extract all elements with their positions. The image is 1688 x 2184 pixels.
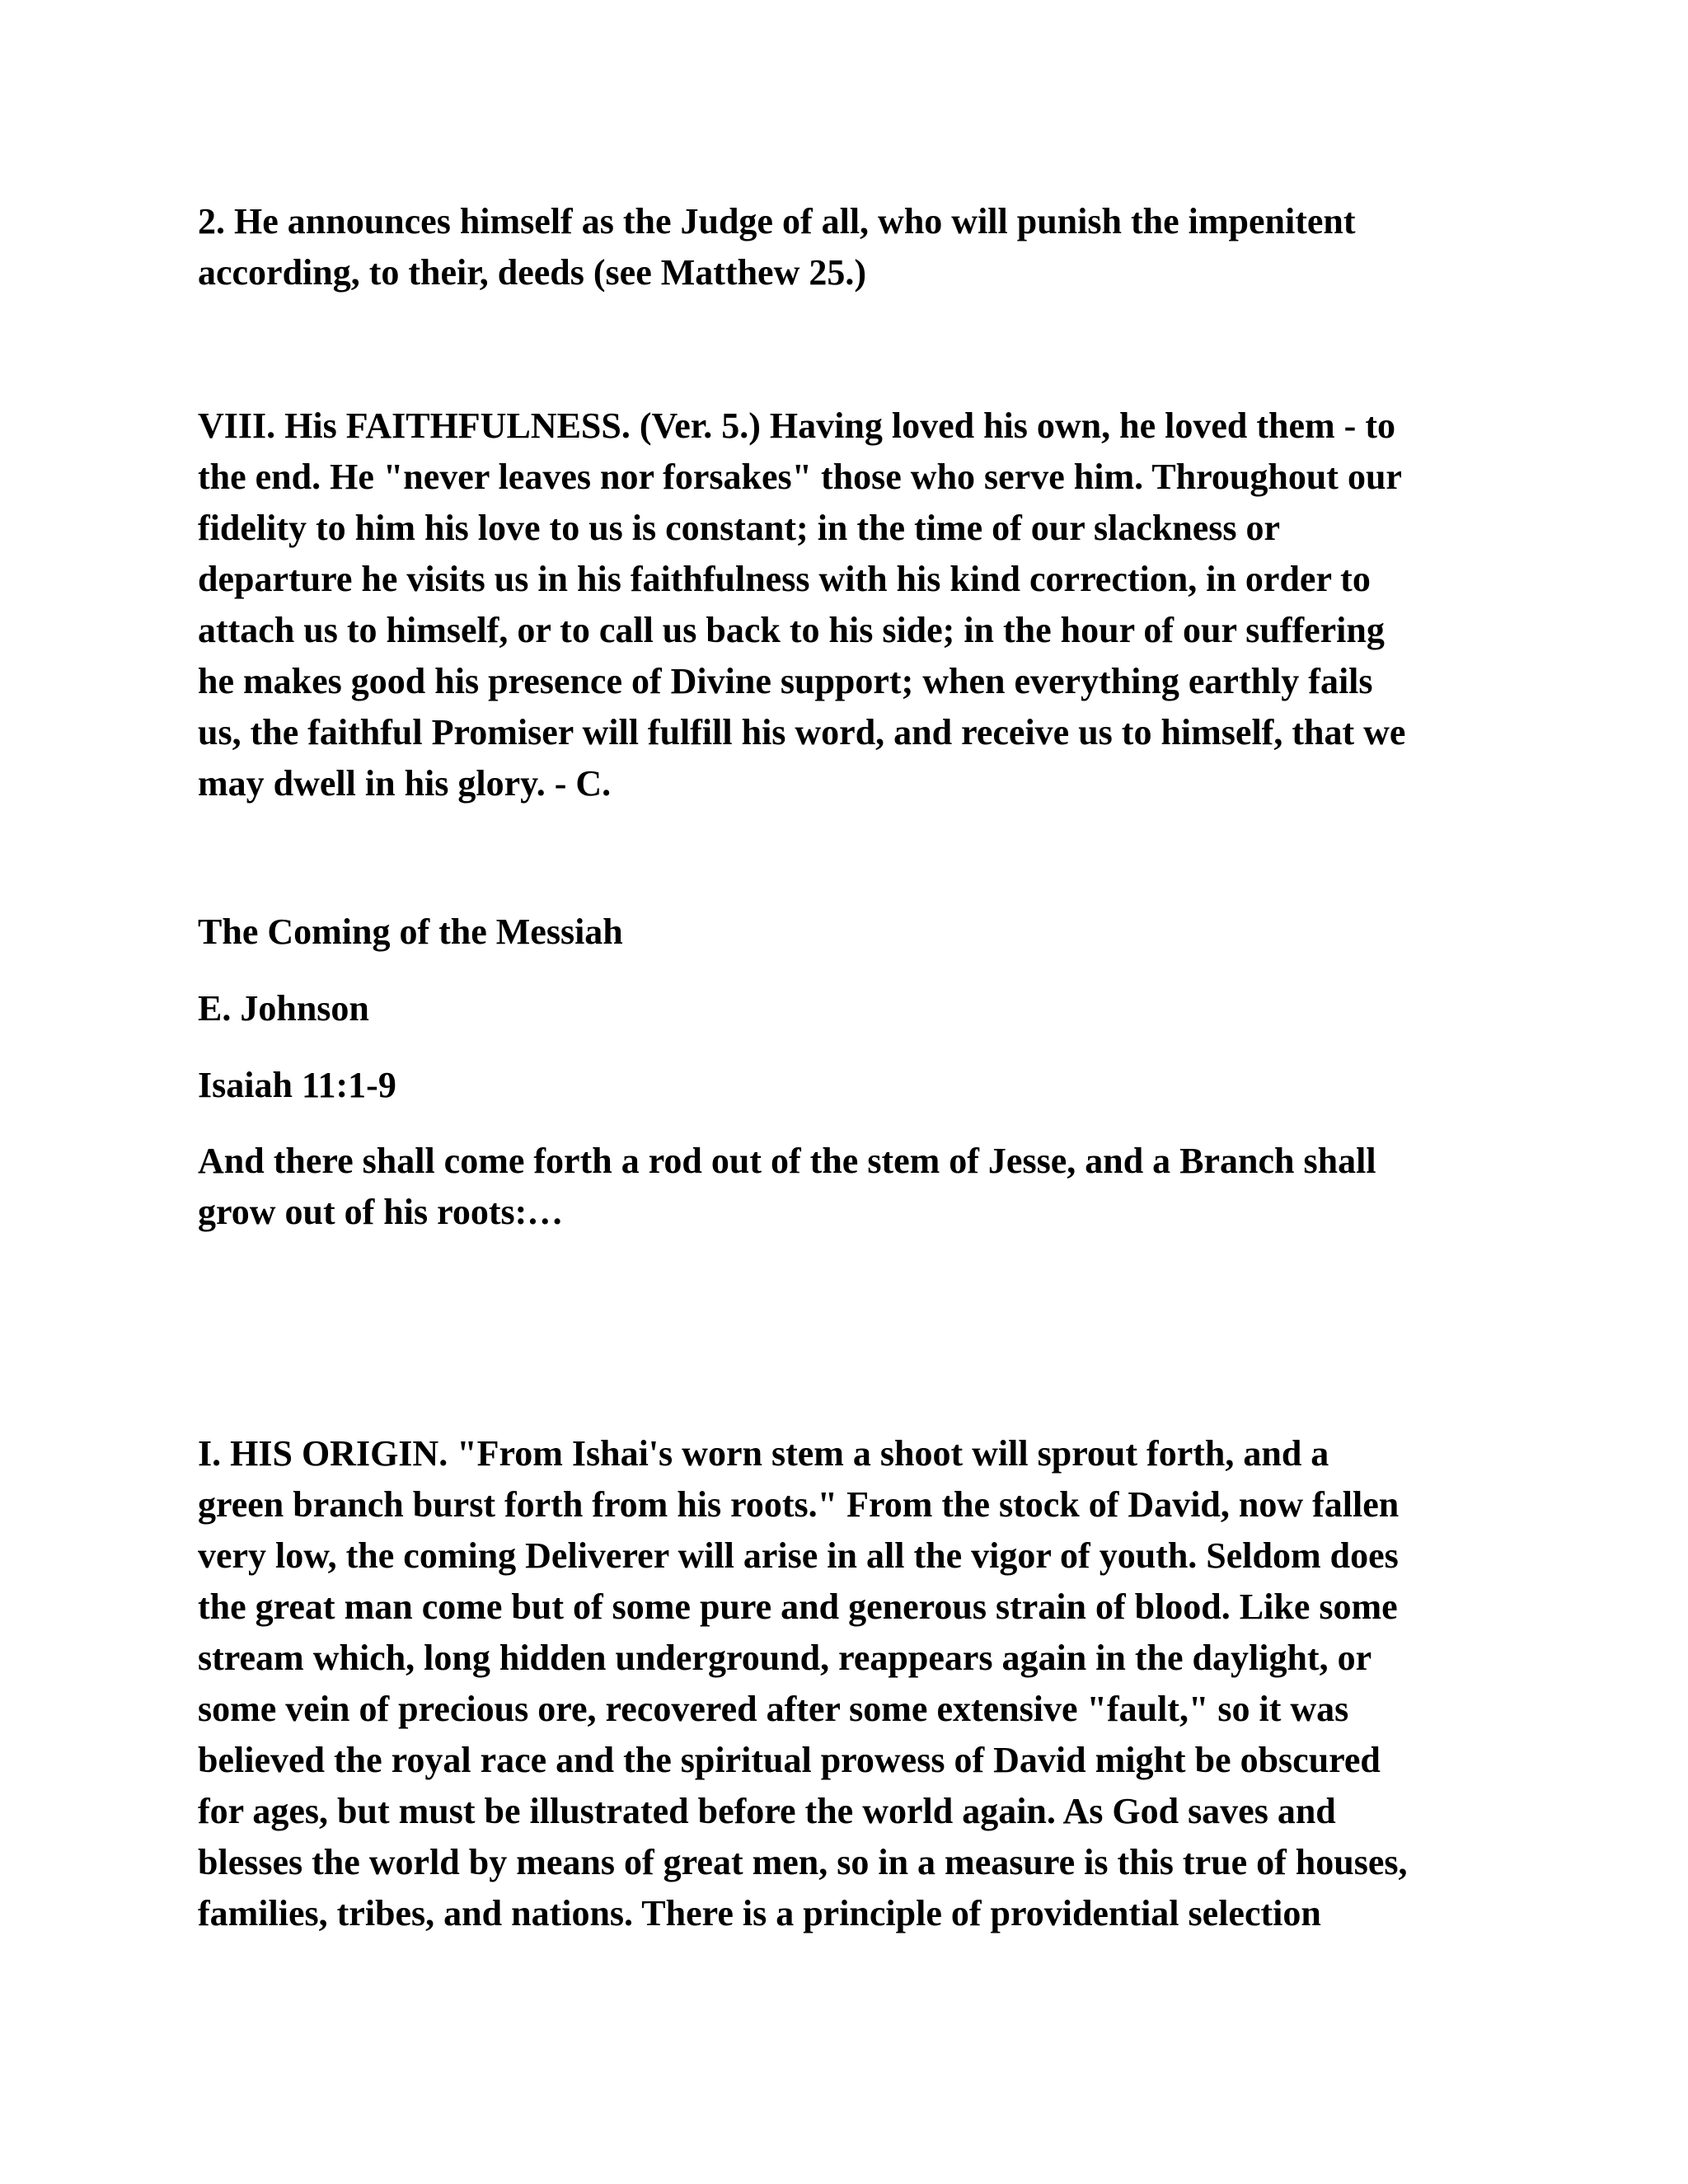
scripture-reference: Isaiah 11:1-9 xyxy=(198,1065,396,1105)
author-name: E. Johnson xyxy=(198,988,369,1029)
section-title: The Coming of the Messiah xyxy=(198,912,623,952)
paragraph-faithfulness: VIII. His FAITHFULNESS. (Ver. 5.) Having loved his own, he loved them - to the end. He "never leaves nor forsakes" those who serve him. Throughout our fidelity to him his love to us is constant; in the time of our slackness or departure he visits us in his faithfulness with his kind correction, in order to attach us to himself, or to call us back to his side; in the hour of our suffering he makes good his presence of Divine support; when everything earthly fails us, the faithful Promiser will fulfill his word, and receive us to himself, that we may dwell in his glory. - C. xyxy=(198,405,1406,804)
paragraph-origin: I. HIS ORIGIN. "From Ishai's worn stem a shoot will sprout forth, and a green branch burst forth from his roots." From the stock of David, now fallen very low, the coming Deliverer will arise in all the vigor of youth. Seldom does the great man come but of some pure and generous strain of blood. Like some stream which, long hidden underground, reappears again in the daylight, or some vein of precious ore, recovered after some extensive "fault," so it was believed the royal race and the spiritual prowess of David might be obscured for ages, but must be illustrated before the world again. As God saves and blesses the world by means of great men, so in a measure is this true of houses, families, tribes, and nations. There is a principle of providential selection xyxy=(198,1433,1408,1933)
scripture-quote: And there shall come forth a rod out of the stem of Jesse, and a Branch shall grow out of his roots:… xyxy=(198,1141,1376,1232)
paragraph-judge: 2. He announces himself as the Judge of all, who will punish the impenitent according, to their, deeds (see Matthew 25.) xyxy=(198,201,1356,293)
